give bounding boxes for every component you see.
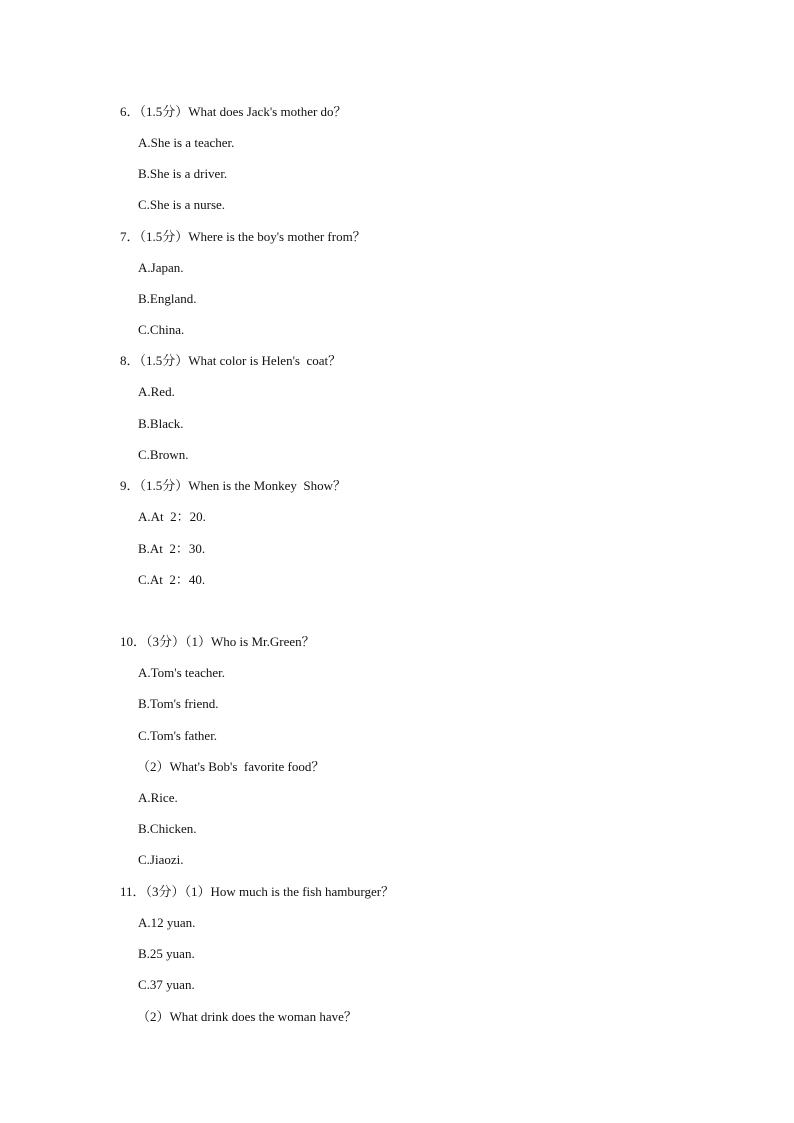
question-8-stem: 8．（1.5分）What color is Helen's coat？ — [120, 353, 342, 368]
question-6-stem: 6．（1.5分）What does Jack's mother do？ — [120, 104, 347, 119]
question-8-option-b: B.Black. — [138, 416, 184, 431]
question-11-sub-stem: （2）What drink does the woman have？ — [137, 1009, 357, 1024]
question-11-option-c: C.37 yuan. — [138, 977, 195, 992]
question-11-option-b: B.25 yuan. — [138, 946, 195, 961]
question-10-sub-option-a: A.Rice. — [138, 790, 178, 805]
question-8-option-c: C.Brown. — [138, 447, 189, 462]
question-7-option-c: C.China. — [138, 322, 185, 337]
question-11-stem: 11．（3分）（1）How much is the fish hamburger？ — [120, 884, 395, 899]
question-9-option-b: B.At 2：30. — [138, 541, 206, 556]
question-7-stem: 7．（1.5分）Where is the boy's mother from？ — [120, 229, 366, 244]
question-9-stem: 9．（1.5分）When is the Monkey Show？ — [120, 478, 347, 493]
question-10-option-a: A.Tom's teacher. — [138, 665, 225, 680]
question-6-option-a: A.She is a teacher. — [138, 135, 235, 150]
question-10-option-b: B.Tom's friend. — [138, 696, 219, 711]
question-9-option-a: A.At 2：20. — [138, 509, 206, 524]
question-6-option-b: B.She is a driver. — [138, 166, 228, 181]
question-10-sub-option-c: C.Jiaozi. — [138, 852, 184, 867]
question-7-option-b: B.England. — [138, 291, 197, 306]
question-10-option-c: C.Tom's father. — [138, 728, 218, 743]
question-11-option-a: A.12 yuan. — [138, 915, 196, 930]
question-6-option-c: C.She is a nurse. — [138, 197, 226, 212]
question-7-option-a: A.Japan. — [138, 260, 184, 275]
question-8-option-a: A.Red. — [138, 384, 175, 399]
question-10-stem: 10．（3分）（1）Who is Mr.Green？ — [120, 634, 315, 649]
question-10-sub-stem: （2）What's Bob's favorite food？ — [137, 759, 325, 774]
question-10-sub-option-b: B.Chicken. — [138, 821, 197, 836]
question-9-option-c: C.At 2：40. — [138, 572, 206, 587]
